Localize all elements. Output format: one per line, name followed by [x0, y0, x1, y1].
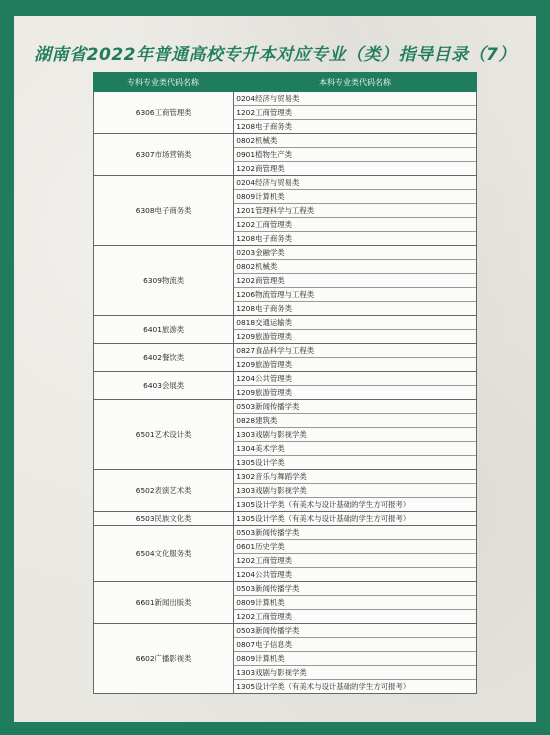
bachelor-major-cell: 1202工商管理类	[234, 553, 476, 567]
associate-major-cell: 6403会展类	[94, 372, 234, 399]
bachelor-major-cell: 1209旅游管理类	[234, 357, 476, 371]
bachelor-major-cell: 1303戏剧与影视学类	[234, 483, 476, 497]
bachelor-major-list	[234, 470, 476, 511]
bachelor-major-cell: 0809计算机类	[234, 651, 476, 665]
bachelor-major-cell: 1204公共管理类	[236, 374, 293, 383]
bachelor-major-list	[234, 372, 476, 399]
major-table	[93, 72, 477, 694]
associate-major-cell: 6602广播影视类	[94, 624, 234, 693]
bachelor-major-cell: 0601历史学类	[234, 539, 476, 553]
associate-major-cell: 6503民族文化类	[94, 512, 234, 525]
bachelor-major-cell: 1202工商管理类	[234, 217, 476, 231]
table-header	[93, 72, 477, 92]
associate-major-cell: 6309物流类	[94, 246, 234, 315]
bachelor-major-cell: 1209旅游管理类	[234, 329, 476, 343]
bachelor-major-cell: 1303戏剧与影视学类	[234, 427, 476, 441]
bachelor-major-cell: 1302音乐与舞蹈学类	[236, 472, 307, 481]
bachelor-major-list	[234, 512, 476, 525]
table-group	[94, 623, 476, 693]
bachelor-major-cell: 1305设计学类（有美术与设计基础的学生方可报考）	[234, 679, 476, 693]
associate-major-cell: 6601新闻出版类	[94, 582, 234, 623]
bachelor-major-cell: 1208电子商务类	[234, 231, 476, 245]
bachelor-major-cell: 0204经济与贸易类	[236, 94, 300, 103]
header-associate-major: 专科专业类代码名称	[127, 77, 199, 87]
table-group	[94, 511, 476, 525]
bachelor-major-list	[234, 582, 476, 623]
bachelor-major-cell: 0827食品科学与工程类	[236, 346, 315, 355]
table-group	[94, 399, 476, 469]
table-group	[94, 133, 476, 175]
table-group	[94, 343, 476, 371]
bachelor-major-cell: 0802机械类	[234, 259, 476, 273]
bachelor-major-cell: 1305设计学类（有美术与设计基础的学生方可报考）	[234, 497, 476, 511]
associate-major-cell: 6308电子商务类	[94, 176, 234, 245]
bachelor-major-list	[234, 176, 476, 245]
associate-major-cell: 6306工商管理类	[94, 92, 234, 133]
bachelor-major-cell: 0828建筑类	[234, 413, 476, 427]
bachelor-major-cell: 0503新闻传播学类	[236, 402, 300, 411]
table-body	[93, 92, 477, 694]
bachelor-major-list	[234, 344, 476, 371]
bachelor-major-cell: 0503新闻传播学类	[236, 528, 300, 537]
bachelor-major-cell: 1209旅游管理类	[234, 385, 476, 399]
bachelor-major-cell: 1208电子商务类	[234, 301, 476, 315]
table-group	[94, 525, 476, 581]
bachelor-major-cell: 1202商管理类	[234, 273, 476, 287]
bachelor-major-cell: 1202商管理类	[234, 161, 476, 175]
table-group	[94, 315, 476, 343]
bachelor-major-list	[234, 92, 476, 133]
associate-major-cell: 6307市场营销类	[94, 134, 234, 175]
header-bachelor-major: 本科专业类代码名称	[319, 77, 391, 87]
bachelor-major-cell: 1208电子商务类	[234, 119, 476, 133]
bachelor-major-cell: 0503新闻传播学类	[236, 626, 300, 635]
bachelor-major-cell: 1305设计学类	[234, 455, 476, 469]
bachelor-major-cell: 0203金融学类	[236, 248, 285, 257]
bachelor-major-list	[234, 316, 476, 343]
page-title: 湖南省2022年普通高校专升本对应专业（类）指导目录（7）	[34, 45, 516, 65]
table-group	[94, 92, 476, 133]
bachelor-major-list	[234, 624, 476, 693]
associate-major-cell: 6502表演艺术类	[94, 470, 234, 511]
table-group	[94, 175, 476, 245]
bachelor-major-list	[234, 246, 476, 315]
bachelor-major-cell: 0807电子信息类	[234, 637, 476, 651]
table-group	[94, 371, 476, 399]
associate-major-cell: 6501艺术设计类	[94, 400, 234, 469]
bachelor-major-cell: 1204公共管理类	[234, 567, 476, 581]
bachelor-major-cell: 0809计算机类	[234, 189, 476, 203]
table-group	[94, 469, 476, 511]
bachelor-major-cell: 0809计算机类	[234, 595, 476, 609]
bachelor-major-cell: 0204经济与贸易类	[236, 178, 300, 187]
bachelor-major-cell: 0901植物生产类	[234, 147, 476, 161]
bachelor-major-cell: 0503新闻传播学类	[236, 584, 300, 593]
associate-major-cell: 6401旅游类	[94, 316, 234, 343]
bachelor-major-cell: 1202工商管理类	[234, 609, 476, 623]
table-group	[94, 245, 476, 315]
bachelor-major-list	[234, 526, 476, 581]
bachelor-major-cell: 1305设计学类（有美术与设计基础的学生方可报考）	[236, 514, 411, 523]
bachelor-major-cell: 1303戏剧与影视学类	[234, 665, 476, 679]
table-group	[94, 581, 476, 623]
bachelor-major-list	[234, 134, 476, 175]
bachelor-major-cell: 0802机械类	[236, 136, 278, 145]
associate-major-cell: 6504文化服务类	[94, 526, 234, 581]
bachelor-major-cell: 0818交通运输类	[236, 318, 293, 327]
bachelor-major-cell: 1201管理科学与工程类	[234, 203, 476, 217]
bachelor-major-cell: 1206物流管理与工程类	[234, 287, 476, 301]
associate-major-cell: 6402餐饮类	[94, 344, 234, 371]
bachelor-major-cell: 1304美术学类	[234, 441, 476, 455]
bachelor-major-cell: 1202工商管理类	[234, 105, 476, 119]
bachelor-major-list	[234, 400, 476, 469]
